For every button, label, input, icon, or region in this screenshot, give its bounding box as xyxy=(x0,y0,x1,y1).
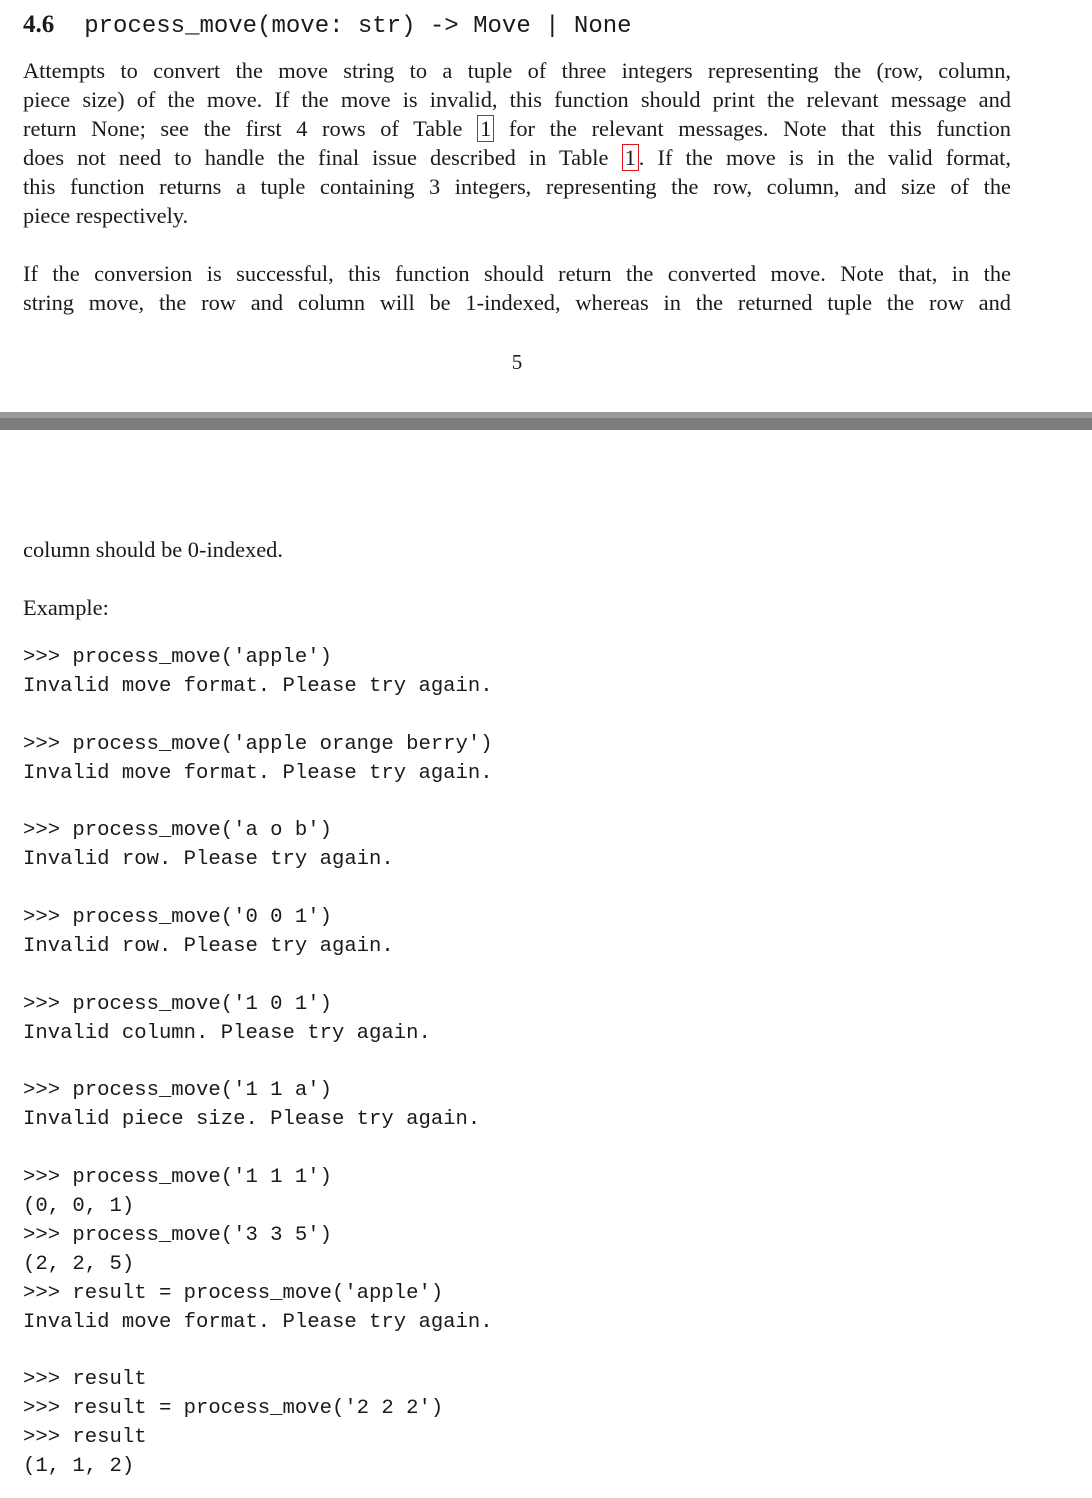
code-call: >>> process_move('0 0 1') xyxy=(23,906,332,929)
code-call: >>> process_move('1 1 a') xyxy=(23,1079,332,1102)
code-line: (1, 1, 2) xyxy=(23,1455,135,1478)
code-line: >>> process_move('1 1 1') xyxy=(23,1166,332,1189)
code-output: Invalid row. Please try again. xyxy=(23,848,394,871)
code-line: >>> result xyxy=(23,1426,147,1449)
page-5 xyxy=(0,0,1092,412)
code-block xyxy=(23,1163,493,1337)
code-call: >>> process_move('apple orange berry') xyxy=(23,733,493,756)
code-line: (0, 0, 1) xyxy=(23,1195,135,1218)
section-number: 4.6 xyxy=(23,11,55,38)
code-call: >>> process_move('a o b') xyxy=(23,819,332,842)
code-example xyxy=(23,816,394,874)
function-signature: process_move(move: str) -> Move | None xyxy=(84,13,632,40)
text-line: If the conversion is successful, this function should return the converted move. Note that, in the xyxy=(23,261,1011,286)
code-call: >>> process_move('apple') xyxy=(23,646,332,669)
text-line xyxy=(23,114,1011,143)
code-output: Invalid move format. Please try again. xyxy=(23,762,493,785)
code-output: Invalid column. Please try again. xyxy=(23,1022,431,1045)
code-line: >>> result = process_move('apple') xyxy=(23,1282,444,1305)
page-number: 5 xyxy=(511,350,523,374)
description-paragraph xyxy=(23,56,1011,230)
code-line: >>> result = process_move('2 2 2') xyxy=(23,1397,444,1420)
table-reference-link[interactable]: 1 xyxy=(622,144,639,171)
text-fragment: . If the move is in the valid format, xyxy=(638,145,1011,170)
text-fragment: return None; see the first 4 rows of Table xyxy=(23,116,478,141)
text-line: piece respectively. xyxy=(23,203,189,228)
page-6 xyxy=(0,430,1092,1498)
code-example xyxy=(23,1076,480,1134)
continuation-text: column should be 0-indexed. xyxy=(23,537,283,562)
text-fragment: for the relevant messages. Note that this function xyxy=(494,116,1011,141)
text-line: string move, the row and column will be 1-indexed, whereas in the returned tuple the row and xyxy=(23,290,1011,315)
text-fragment: does not need to handle the final issue described in Table xyxy=(23,145,622,170)
text-line xyxy=(23,143,1011,172)
code-line: Invalid move format. Please try again. xyxy=(23,1311,493,1334)
conversion-paragraph xyxy=(23,259,1011,317)
code-line: >>> result xyxy=(23,1368,147,1391)
text-line: Attempts to convert the move string to a tuple of three integers representing the (row, column, xyxy=(23,58,1011,83)
code-output: Invalid piece size. Please try again. xyxy=(23,1108,481,1131)
code-output: Invalid row. Please try again. xyxy=(23,935,394,958)
code-line: (2, 2, 5) xyxy=(23,1253,135,1276)
code-line: >>> process_move('3 3 5') xyxy=(23,1224,332,1247)
section-heading xyxy=(23,9,632,43)
code-output: Invalid move format. Please try again. xyxy=(23,675,493,698)
code-example xyxy=(23,643,493,701)
example-label: Example: xyxy=(23,595,109,620)
text-line: piece size) of the move. If the move is invalid, this function should print the relevant message and xyxy=(23,87,1011,112)
code-example xyxy=(23,903,394,961)
code-block xyxy=(23,1365,443,1481)
code-example xyxy=(23,990,431,1048)
page-separator xyxy=(0,412,1092,430)
code-call: >>> process_move('1 0 1') xyxy=(23,993,332,1016)
text-line: this function returns a tuple containing 3 integers, representing the row, column, and size of the xyxy=(23,174,1011,199)
code-example xyxy=(23,730,493,788)
table-reference-link[interactable]: 1 xyxy=(477,115,494,142)
